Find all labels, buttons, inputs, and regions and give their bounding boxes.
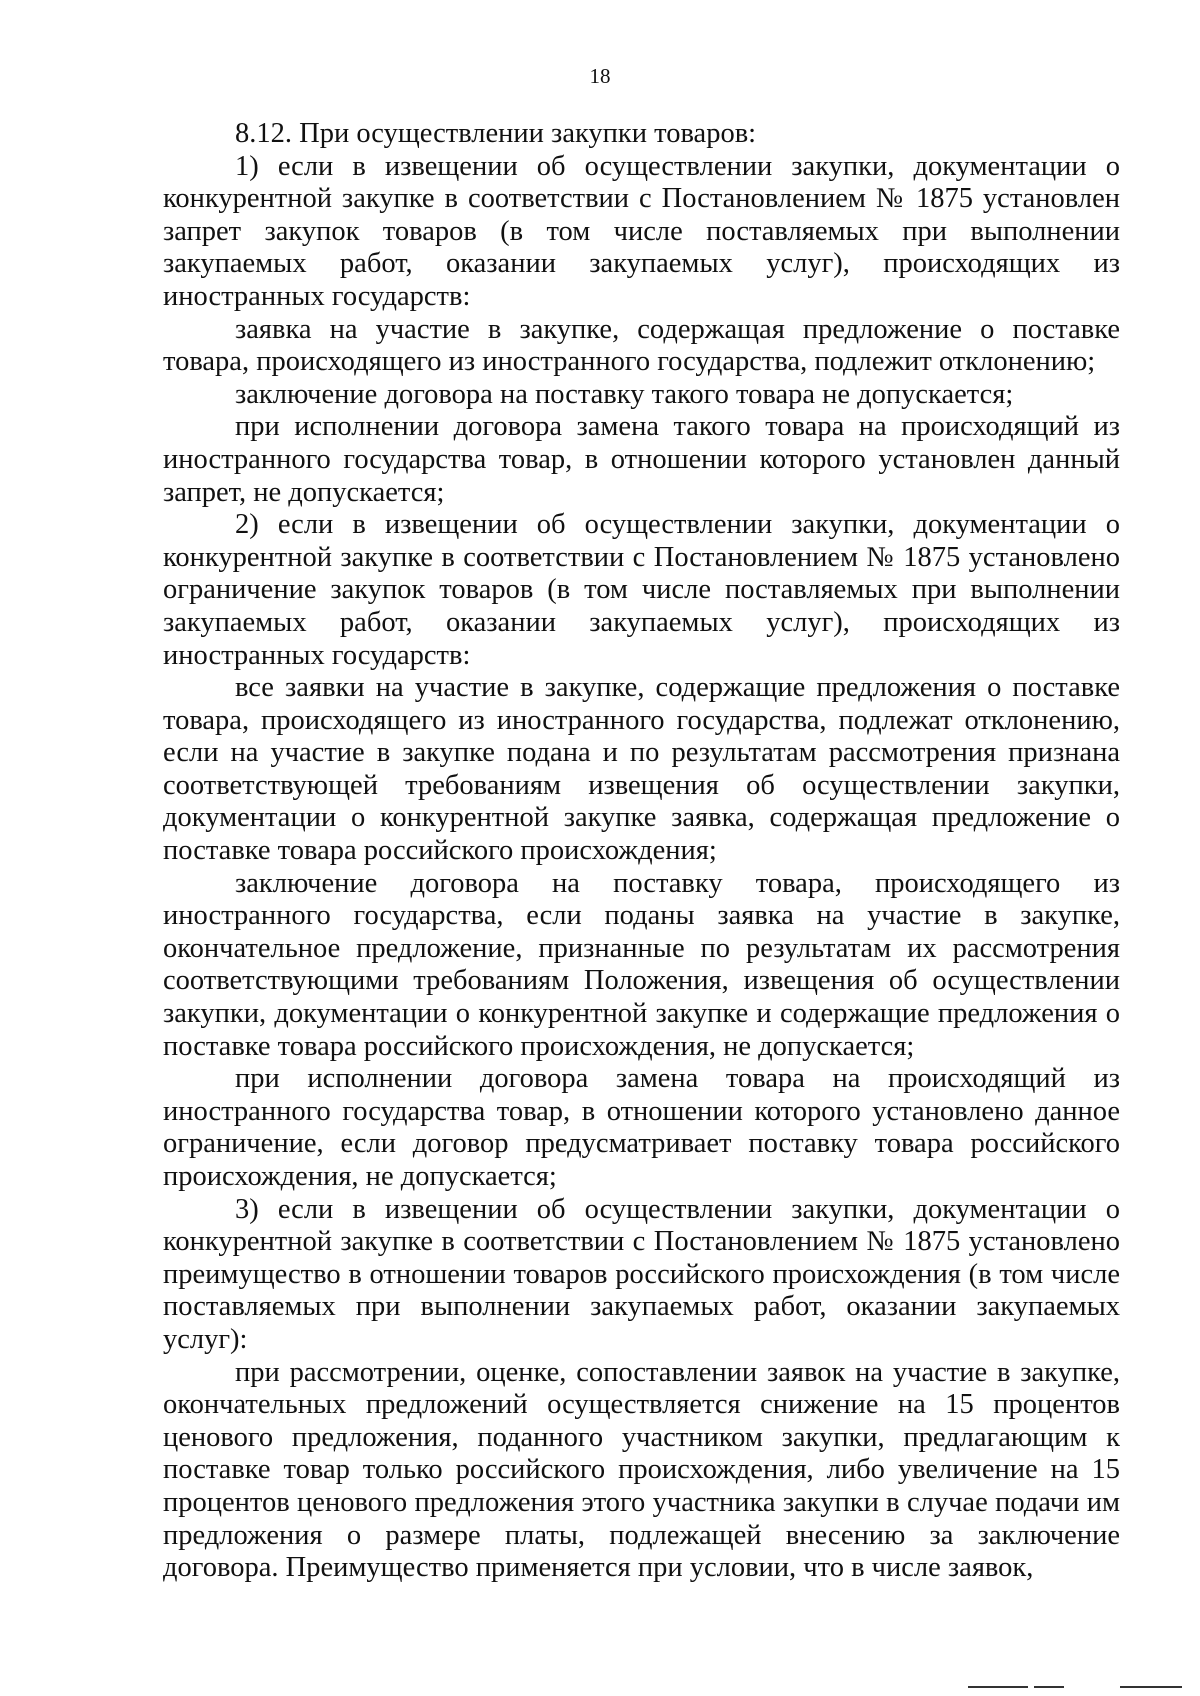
paragraph-ban-replacement-not-allowed: при исполнении договора замена такого товара на происходящий из иностранного государства товар, в отношении которого установлен данный запрет, не допускается;: [163, 411, 1120, 508]
paragraph-restriction-replacement-not-allowed: при исполнении договора замена товара на происходящий из иностранного государства товар, в отношении которого установлено данное ограничение, если договор предусматривает поставку товара российского происхождения, не допускается;: [163, 1063, 1120, 1192]
paragraph-preference-price-reduction: при рассмотрении, оценке, сопоставлении заявок на участие в закупке, окончательных предложений осуществляется снижение на 15 процентов ценового предложения, поданного участником закупки, предлагающим к поставке товар только российского происхождения, либо увеличение на 15 процентов ценового предложения этого участника закупки в случае подачи им предложения о размере платы, подлежащей внесению за заключение договора. Преимущество применяется при условии, что в числе заявок,: [163, 1356, 1120, 1584]
paragraph-ban-application-rejected: заявка на участие в закупке, содержащая предложение о поставке товара, происходящего из иностранного государства, подлежит отклонению;: [163, 313, 1120, 378]
scan-edge-marks: [0, 1676, 1200, 1696]
document-body: [163, 118, 1120, 1585]
paragraph-item-1-ban: 1) если в извещении об осуществлении закупки, документации о конкурентной закупке в соответствии с Постановлением № 1875 установлен запрет закупок товаров (в том числе поставляемых при выполнении закупаемых работ, оказании закупаемых услуг), происходящих из иностранных государств:: [163, 150, 1120, 312]
scan-mark: [1034, 1686, 1064, 1688]
paragraph-restriction-contract-not-allowed: заключение договора на поставку товара, происходящего из иностранного государства, если поданы заявка на участие в закупке, окончательное предложение, признанные по результатам их рассмотрения соответствующими требованиям Положения, извещения об осуществлении закупки, документации о конкурентной закупке и содержащие предложения о поставке товара российского происхождения, не допускается;: [163, 867, 1120, 1062]
paragraph-ban-contract-not-allowed: заключение договора на поставку такого товара не допускается;: [235, 378, 1014, 410]
scan-mark: [1120, 1686, 1182, 1688]
paragraph-item-3-preference: 3) если в извещении об осуществлении закупки, документации о конкурентной закупке в соответствии с Постановлением № 1875 установлено преимущество в отношении товаров российского происхождения (в том числе поставляемых при выполнении закупаемых работ, оказании закупаемых услуг):: [163, 1193, 1120, 1355]
scan-mark: [968, 1686, 1028, 1688]
page-number: 18: [589, 64, 611, 88]
paragraph-section-heading: 8.12. При осуществлении закупки товаров:: [235, 118, 757, 149]
paragraph-restriction-applications-rejected: все заявки на участие в закупке, содержащие предложения о поставке товара, происходящего из иностранного государства, подлежат отклонению, если на участие в закупке подана и по результатам рассмотрения признана соответствующей требованиям извещения об осуществлении закупки, документации о конкурентной закупке заявка, содержащая предложение о поставке товара российского происхождения;: [163, 672, 1120, 867]
paragraph-item-2-restriction: 2) если в извещении об осуществлении закупки, документации о конкурентной закупке в соответствии с Постановлением № 1875 установлено ограничение закупок товаров (в том числе поставляемых при выполнении закупаемых работ, оказании закупаемых услуг), происходящих из иностранных государств:: [163, 509, 1120, 671]
